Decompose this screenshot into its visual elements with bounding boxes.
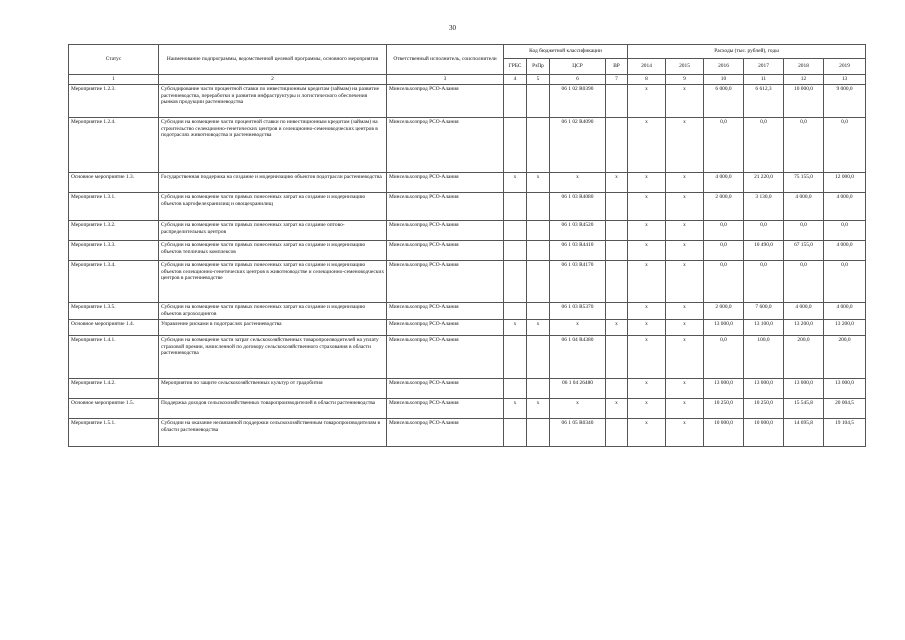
row-2016: 10 000,0 [704, 418, 744, 446]
row-csr: 06 1 03 R5370 [550, 302, 606, 319]
row-2019: 4 000,0 [824, 192, 866, 220]
row-vr [606, 192, 628, 220]
table-row [69, 260, 866, 302]
row-2019: 4 000,0 [824, 302, 866, 319]
row-csr: 06 1 02 R0390 [550, 84, 606, 117]
row-executor: Минсельхозпрод РСО-Алания [387, 117, 504, 172]
header-year: 2016 [704, 59, 744, 75]
row-2016: 10 250,0 [704, 398, 744, 418]
column-number: 11 [744, 75, 784, 85]
row-vr [606, 378, 628, 398]
row-2016: 2 000,0 [704, 192, 744, 220]
row-vr [606, 260, 628, 302]
row-rzpr [527, 302, 550, 319]
row-vr: x [606, 172, 628, 192]
row-2017: 7 600,0 [744, 302, 784, 319]
row-2014: x [628, 319, 666, 335]
row-csr: 06 1 02 R4090 [550, 117, 606, 172]
header-year: 2014 [628, 59, 666, 75]
header-executor: Ответственный исполнитель, соисполнители [387, 45, 504, 75]
row-2015: x [666, 335, 704, 378]
row-vr: x [606, 319, 628, 335]
row-2014: x [628, 172, 666, 192]
row-2018: 0,0 [784, 117, 824, 172]
table-row [69, 240, 866, 260]
row-2019: 9 000,0 [824, 84, 866, 117]
row-2019: 12 000,0 [824, 172, 866, 192]
header-year: 2019 [824, 59, 866, 75]
header-vr: ВР [606, 59, 628, 75]
row-2017: 10 000,0 [744, 418, 784, 446]
row-2016: 0,0 [704, 335, 744, 378]
table-row [69, 220, 866, 240]
row-2014: x [628, 240, 666, 260]
row-2016: 4 000,0 [704, 172, 744, 192]
row-2014: x [628, 378, 666, 398]
column-number: 10 [704, 75, 744, 85]
row-name: Субсидии на возмещение части прямых понесенных затрат на создание и модернизацию объектов тепличных комплексов [159, 240, 387, 260]
row-grbs [504, 378, 527, 398]
column-number: 2 [159, 75, 387, 85]
row-2018: 13 200,0 [784, 319, 824, 335]
row-2015: x [666, 418, 704, 446]
header-rzpr: РзПр [527, 59, 550, 75]
table-row [69, 398, 866, 418]
column-number: 9 [666, 75, 704, 85]
table-row [69, 192, 866, 220]
row-status: Мероприятие 1.5.1. [69, 418, 159, 446]
row-2019: 13 200,0 [824, 319, 866, 335]
row-2014: x [628, 192, 666, 220]
row-2018: 15 545,8 [784, 398, 824, 418]
row-2018: 4 000,0 [784, 302, 824, 319]
row-2019: 0,0 [824, 220, 866, 240]
row-2019: 20 004,5 [824, 398, 866, 418]
row-vr [606, 220, 628, 240]
row-2014: x [628, 335, 666, 378]
row-status: Мероприятие 1.4.2. [69, 378, 159, 398]
row-2017: 13 100,0 [744, 319, 784, 335]
row-executor: Минсельхозпрод РСО-Алания [387, 398, 504, 418]
row-rzpr [527, 335, 550, 378]
row-name: Государственная поддержка на создание и модернизацию объектов подотрасли растениеводства [159, 172, 387, 192]
column-number: 12 [784, 75, 824, 85]
row-grbs [504, 117, 527, 172]
row-2017: 10 490,0 [744, 240, 784, 260]
row-2016: 13 000,0 [704, 378, 744, 398]
row-2018: 0,0 [784, 260, 824, 302]
row-2018: 75 155,0 [784, 172, 824, 192]
header-name: Наименование подпрограммы, ведомственной целевой программы, основного мероприятия [159, 45, 387, 75]
header-year: 2018 [784, 59, 824, 75]
table-row [69, 378, 866, 398]
row-csr: x [550, 319, 606, 335]
row-2016: 0,0 [704, 117, 744, 172]
row-grbs: x [504, 319, 527, 335]
row-status: Мероприятие 1.3.1. [69, 192, 159, 220]
row-2015: x [666, 378, 704, 398]
row-2019: 0,0 [824, 260, 866, 302]
row-2015: x [666, 398, 704, 418]
row-csr: 06 1 03 R4520 [550, 220, 606, 240]
row-2018: 14 695,8 [784, 418, 824, 446]
row-2017: 21 220,0 [744, 172, 784, 192]
row-grbs: x [504, 172, 527, 192]
row-2017: 6 612,3 [744, 84, 784, 117]
row-executor: Минсельхозпрод РСО-Алания [387, 378, 504, 398]
row-2015: x [666, 117, 704, 172]
row-csr: 06 1 03 R4170 [550, 260, 606, 302]
row-2014: x [628, 302, 666, 319]
row-name: Мероприятия по защите сельскохозяйственных культур от градобития [159, 378, 387, 398]
table-row [69, 319, 866, 335]
row-2015: x [666, 260, 704, 302]
row-rzpr [527, 117, 550, 172]
row-2016: 2 000,0 [704, 302, 744, 319]
row-name: Субсидии на оказание несвязанной поддержки сельскохозяйственным товаропроизводителям в области растениеводства [159, 418, 387, 446]
row-2017: 0,0 [744, 117, 784, 172]
row-rzpr: x [527, 398, 550, 418]
row-status: Мероприятие 1.4.1. [69, 335, 159, 378]
row-name: Субсидирование части процентной ставки по инвестиционным кредитам (займам) на развитие растениеводства, переработки и развития инфраструктуры и логистического обеспечения рынков продукции растениеводства [159, 84, 387, 117]
row-executor: Минсельхозпрод РСО-Алания [387, 302, 504, 319]
row-rzpr [527, 192, 550, 220]
row-executor: Минсельхозпрод РСО-Алания [387, 220, 504, 240]
column-number: 6 [550, 75, 606, 85]
row-grbs [504, 260, 527, 302]
column-number: 13 [824, 75, 866, 85]
row-name: Субсидии на возмещение части процентной ставки по инвестиционным кредитам (займам) на строительство селекционно-генетических центров и селекционно-семеноводческих центров в подотраслях животноводства и растениеводства [159, 117, 387, 172]
row-2017: 13 000,0 [744, 378, 784, 398]
row-2015: x [666, 172, 704, 192]
row-name: Управление рисками в подотраслях растениеводства [159, 319, 387, 335]
row-vr [606, 418, 628, 446]
row-2014: x [628, 418, 666, 446]
row-executor: Минсельхозпрод РСО-Алания [387, 192, 504, 220]
row-2018: 200,0 [784, 335, 824, 378]
header-budget-code: Код бюджетной классификации [504, 45, 628, 59]
row-name: Субсидии на возмещение части прямых понесенных затрат на создание и модернизацию объектов картофелехранилищ и овощехранилищ [159, 192, 387, 220]
row-vr [606, 302, 628, 319]
row-grbs [504, 84, 527, 117]
row-csr: 06 1 04 26480 [550, 378, 606, 398]
row-2016: 0,0 [704, 260, 744, 302]
row-2017: 10 250,0 [744, 398, 784, 418]
row-2015: x [666, 302, 704, 319]
row-rzpr [527, 418, 550, 446]
column-number: 8 [628, 75, 666, 85]
row-2016: 6 000,0 [704, 84, 744, 117]
row-2017: 3 130,0 [744, 192, 784, 220]
row-executor: Минсельхозпрод РСО-Алания [387, 335, 504, 378]
page-number: 30 [449, 24, 456, 32]
column-number: 5 [527, 75, 550, 85]
row-grbs [504, 192, 527, 220]
budget-table [68, 44, 866, 447]
row-status: Основное мероприятие 1.5. [69, 398, 159, 418]
row-2014: x [628, 398, 666, 418]
row-grbs [504, 302, 527, 319]
table-row [69, 335, 866, 378]
row-executor: Минсельхозпрод РСО-Алания [387, 319, 504, 335]
row-csr: x [550, 172, 606, 192]
row-executor: Минсельхозпрод РСО-Алания [387, 240, 504, 260]
row-name: Субсидии на возмещение части затрат сельскохозяйственных товаропроизводителей на уплату страховой премии, начисленной по договору сельскохозяйственного страхования в области растениеводства [159, 335, 387, 378]
row-name: Субсидии на возмещение части прямых понесенных затрат на создание и модернизацию объектов селекционно-генетических центров в животноводстве и селекционно-семеноводческих центров в растениеводстве [159, 260, 387, 302]
table-row [69, 302, 866, 319]
row-grbs [504, 418, 527, 446]
row-status: Основное мероприятие 1.4. [69, 319, 159, 335]
row-vr [606, 117, 628, 172]
row-2018: 0,0 [784, 220, 824, 240]
row-2019: 13 000,0 [824, 378, 866, 398]
row-rzpr: x [527, 172, 550, 192]
row-2018: 10 000,0 [784, 84, 824, 117]
row-2018: 67 155,0 [784, 240, 824, 260]
row-2017: 0,0 [744, 220, 784, 240]
row-2014: x [628, 260, 666, 302]
row-vr: x [606, 398, 628, 418]
row-2018: 13 000,0 [784, 378, 824, 398]
row-status: Мероприятие 1.3.2. [69, 220, 159, 240]
row-2017: 0,0 [744, 260, 784, 302]
row-vr [606, 84, 628, 117]
row-2016: 0,0 [704, 220, 744, 240]
row-2019: 0,0 [824, 117, 866, 172]
row-2014: x [628, 220, 666, 240]
row-status: Мероприятие 1.2.4. [69, 117, 159, 172]
row-2019: 4 000,0 [824, 240, 866, 260]
row-rzpr [527, 240, 550, 260]
row-status: Мероприятие 1.3.4. [69, 260, 159, 302]
header-csr: ЦСР [550, 59, 606, 75]
row-status: Мероприятие 1.3.5. [69, 302, 159, 319]
table-row [69, 117, 866, 172]
row-executor: Минсельхозпрод РСО-Алания [387, 84, 504, 117]
row-name: Субсидии на возмещение части прямых понесенных затрат на создание и модернизацию объектов агрохолдингов [159, 302, 387, 319]
row-2019: 200,0 [824, 335, 866, 378]
header-expenses: Расходы (тыс. рублей), годы [628, 45, 866, 59]
row-grbs [504, 240, 527, 260]
header-year: 2017 [744, 59, 784, 75]
row-2015: x [666, 319, 704, 335]
row-2016: 0,0 [704, 240, 744, 260]
header-year: 2015 [666, 59, 704, 75]
row-status: Мероприятие 1.2.3. [69, 84, 159, 117]
row-grbs: x [504, 398, 527, 418]
row-csr: 06 1 03 R4410 [550, 240, 606, 260]
row-2019: 19 104,5 [824, 418, 866, 446]
row-2018: 4 000,0 [784, 192, 824, 220]
row-2016: 13 000,0 [704, 319, 744, 335]
row-status: Основное мероприятие 1.3. [69, 172, 159, 192]
row-vr [606, 240, 628, 260]
row-2015: x [666, 240, 704, 260]
table-row [69, 418, 866, 446]
column-number: 3 [387, 75, 504, 85]
header-status: Статус [69, 45, 159, 75]
row-rzpr [527, 378, 550, 398]
row-executor: Минсельхозпрод РСО-Алания [387, 418, 504, 446]
column-number: 7 [606, 75, 628, 85]
row-rzpr [527, 260, 550, 302]
row-csr: 06 1 04 R4380 [550, 335, 606, 378]
table-row [69, 84, 866, 117]
table-row [69, 172, 866, 192]
row-name: Субсидии на возмещение части прямых понесенных затрат на создание оптово-распределительных центров [159, 220, 387, 240]
row-2014: x [628, 117, 666, 172]
row-rzpr [527, 220, 550, 240]
row-rzpr [527, 84, 550, 117]
row-2017: 100,0 [744, 335, 784, 378]
row-name: Поддержка доходов сельскохозяйственных товаропроизводителей в области растениеводства [159, 398, 387, 418]
row-csr: 06 1 05 R0340 [550, 418, 606, 446]
row-2015: x [666, 84, 704, 117]
column-number: 1 [69, 75, 159, 85]
column-number: 4 [504, 75, 527, 85]
header-grbs: ГРБС [504, 59, 527, 75]
row-grbs [504, 335, 527, 378]
row-csr: x [550, 398, 606, 418]
row-2014: x [628, 84, 666, 117]
row-status: Мероприятие 1.3.3. [69, 240, 159, 260]
row-2015: x [666, 220, 704, 240]
row-2015: x [666, 192, 704, 220]
column-number-row [69, 75, 866, 85]
row-executor: Минсельхозпрод РСО-Алания [387, 172, 504, 192]
row-csr: 06 1 03 R4080 [550, 192, 606, 220]
row-rzpr: x [527, 319, 550, 335]
row-executor: Минсельхозпрод РСО-Алания [387, 260, 504, 302]
row-vr [606, 335, 628, 378]
row-grbs [504, 220, 527, 240]
